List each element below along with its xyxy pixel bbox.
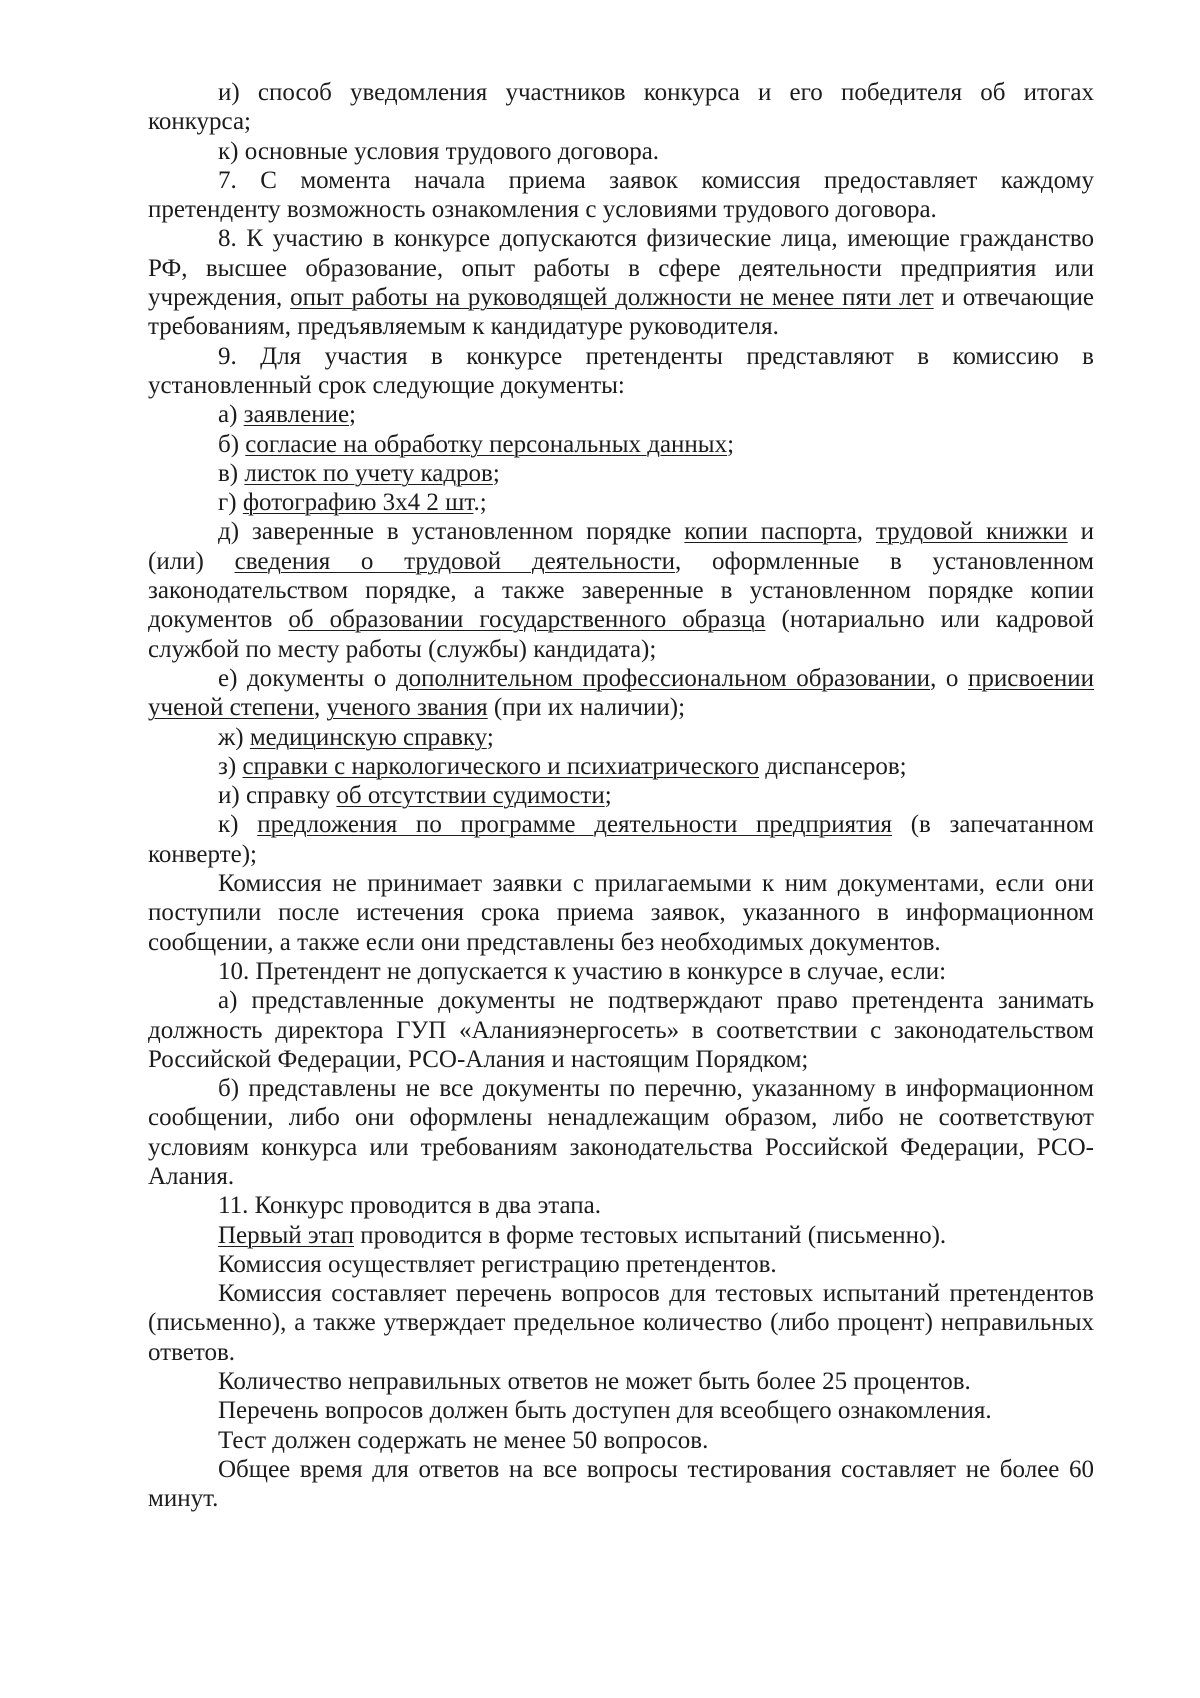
text-run: 7. С момента начала приема заявок комиссия предоставляет каждому претенденту возможность ознакомления с условиями трудового договора.: [148, 166, 1094, 224]
underlined-text: согласие на обработку персональных данных: [245, 430, 728, 458]
paragraph: [148, 488, 1094, 517]
text-run: Перечень вопросов должен быть доступен для всеобщего ознакомления.: [218, 1397, 992, 1425]
paragraph: [148, 723, 1094, 752]
text-run: ,: [314, 694, 327, 722]
paragraph: [148, 166, 1094, 225]
underlined-text: листок по учету кадров: [244, 459, 493, 487]
paragraph: [148, 78, 1094, 137]
text-run: (нотариально или кадровой службой по месту работы (службы) кандидата);: [148, 606, 1094, 663]
paragraph: [148, 869, 1094, 957]
underlined-text: об отсутствии судимости: [336, 782, 605, 810]
text-run: г): [218, 489, 243, 517]
text-run: Комиссия составляет перечень вопросов для тестовых испытаний претендентов (письменно), а также утверждает предельное количество (либо процент) неправильных ответов.: [148, 1280, 1094, 1366]
paragraph: [148, 430, 1094, 459]
paragraph: [148, 1250, 1094, 1279]
underlined-text: присвоении ученой степени: [148, 664, 1094, 722]
text-run: и) справку: [218, 782, 337, 810]
text-run: проводится в форме тестовых испытаний (письменно).: [354, 1221, 947, 1249]
paragraph: [148, 1367, 1094, 1396]
paragraph: [148, 1221, 1094, 1250]
underlined-text: трудовой книжки: [875, 518, 1068, 546]
text-run: и (или): [148, 518, 1094, 575]
text-run: 9. Для участия в конкурсе претенденты представляют в комиссию в установленный срок следующие документы:: [148, 342, 1094, 399]
paragraph: [148, 342, 1094, 401]
paragraph: [148, 1396, 1094, 1425]
paragraph: [148, 224, 1094, 341]
underlined-text: ученого звания: [326, 694, 488, 722]
underlined-text: фотографию 3х4 2 шт: [242, 489, 474, 517]
paragraph: [148, 1426, 1094, 1455]
paragraph: [148, 1455, 1094, 1514]
underlined-text: копии паспорта: [684, 518, 857, 546]
text-run: б) представлены не все документы по перечню, указанному в информационном сообщении, либо они оформлены ненадлежащим образом, либо не соответствуют условиям конкурса или требованиям законодательства Российской Федерации, РСО-Алания.: [148, 1075, 1094, 1190]
underlined-text: сведения о трудовой деятельности: [234, 547, 675, 575]
text-run: Количество неправильных ответов не может быть более 25 процентов.: [218, 1368, 971, 1396]
text-run: ж): [218, 723, 250, 751]
text-run: з): [218, 752, 243, 780]
text-run: а) представленные документы не подтверждают право претендента занимать должность директора ГУП «Аланияэнергосеть» в соответствии с законодательством Российской Федерации, РСО-Алания и настоящим Порядком;: [148, 987, 1094, 1073]
text-run: к): [218, 811, 258, 839]
paragraph: [148, 810, 1094, 869]
text-run: в): [218, 459, 245, 487]
text-run: 10. Претендент не допускается к участию в конкурсе в случае, если:: [218, 957, 947, 985]
text-run: (при их наличии);: [487, 694, 686, 722]
text-run: диспансеров;: [759, 752, 907, 780]
underlined-text: опыт работы на руководящей должности не менее пяти лет: [290, 284, 934, 312]
text-run: 8. К участию в конкурсе допускаются физические лица, имеющие гражданство РФ, высшее образование, опыт работы в сфере деятельности предприятия или учреждения,: [148, 225, 1094, 312]
text-run: ,: [856, 518, 876, 546]
text-run: Комиссия осуществляет регистрацию претендентов.: [218, 1250, 777, 1278]
paragraph: [148, 957, 1094, 986]
paragraph: [148, 400, 1094, 429]
text-run: .;: [473, 489, 487, 517]
paragraph: [148, 517, 1094, 663]
underlined-text: Первый этап: [218, 1221, 354, 1249]
paragraph: [148, 459, 1094, 488]
underlined-text: предложения по программе деятельности предприятия: [257, 811, 892, 839]
paragraph: [148, 1074, 1094, 1191]
text-run: ;: [727, 430, 735, 458]
underlined-text: медицинскую справку: [249, 723, 487, 751]
underlined-text: заявление: [243, 401, 350, 429]
underlined-text: об образовании государственного образца: [288, 606, 766, 634]
paragraph: [148, 664, 1094, 723]
text-run: ;: [492, 459, 500, 487]
text-run: 11. Конкурс проводится в два этапа.: [218, 1192, 602, 1220]
text-run: Общее время для ответов на все вопросы тестирования составляет не более 60 минут.: [148, 1455, 1094, 1513]
paragraph: [148, 986, 1094, 1074]
text-run: и) способ уведомления участников конкурса и его победителя об итогах конкурса;: [148, 79, 1094, 136]
text-run: к) основные условия трудового договора.: [218, 137, 660, 165]
paragraph: [148, 1279, 1094, 1367]
text-run: д) заверенные в установленном порядке: [218, 518, 685, 546]
text-run: ;: [604, 782, 612, 810]
text-run: Тест должен содержать не менее 50 вопросов.: [218, 1426, 709, 1454]
text-run: и отвечающие требованиям, предъявляемым к кандидатуре руководителя.: [148, 284, 1095, 341]
text-run: , о: [930, 664, 968, 692]
text-run: ;: [349, 401, 356, 429]
paragraph: [148, 781, 1094, 810]
document-body: [148, 78, 1094, 1514]
paragraph: [148, 1191, 1094, 1220]
text-run: Комиссия не принимает заявки с прилагаемыми к ним документами, если они поступили после истечения срока приема заявок, указанного в информационном сообщении, а также если они представлены без необходимых документов.: [148, 870, 1094, 956]
text-run: а): [218, 401, 244, 429]
paragraph: [148, 137, 1094, 166]
underlined-text: справки с наркологического и психиатрического: [242, 752, 760, 780]
underlined-text: дополнительном профессиональном образовании: [395, 664, 931, 692]
text-run: е) документы о: [218, 664, 396, 692]
text-run: , оформленные в установленном законодательством порядке, а также заверенные в установленном порядке копии документов: [148, 547, 1094, 634]
text-run: ;: [486, 723, 494, 751]
text-run: (в запечатанном конверте);: [148, 811, 1094, 868]
text-run: б): [218, 430, 246, 458]
paragraph: [148, 752, 1094, 781]
